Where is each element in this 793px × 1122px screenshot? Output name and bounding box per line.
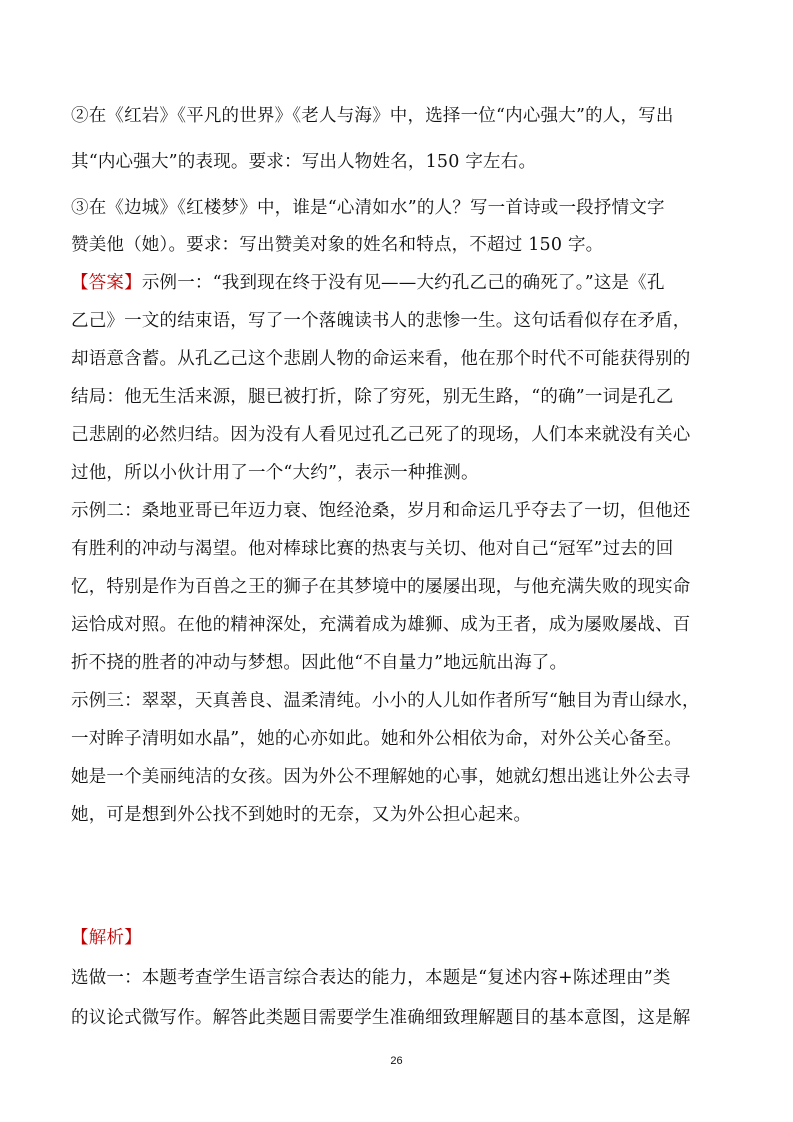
- question-line: ③在《边城》《红楼梦》中，谁是“心清如水”的人？写一首诗或一段抒情文字: [71, 198, 665, 218]
- page-number: 26: [390, 1055, 403, 1067]
- answer-line: 有胜利的冲动与渴望。他对棒球比赛的热衷与关切、他对自己“冠军”过去的回: [71, 539, 674, 559]
- answer-line: 乙己》一文的结束语，写了一个落魄读书人的悲惨一生。这句话看似存在矛盾，: [71, 311, 691, 331]
- analysis-label: 【解析】: [71, 928, 142, 948]
- question-line: ②在《红岩》《平凡的世界》《老人与海》中，选择一位“内心强大”的人，写出: [71, 106, 674, 126]
- answer-first-line: [71, 271, 731, 295]
- answer-line: 却语意含蓄。从孔乙己这个悲剧人物的命运来看，他在那个时代不可能获得别的: [71, 349, 691, 369]
- analysis-line: 选做一：本题考查学生语言综合表达的能力，本题是“复述内容+陈述理由”类: [71, 968, 671, 988]
- answer-line: 示例二：桑地亚哥已年迈力衰、饱经沧桑，岁月和命运几乎夺去了一切，但他还: [71, 501, 691, 521]
- answer-line: 折不挠的胜者的冲动与梦想。因此他“不自量力”地远航出海了。: [71, 653, 568, 673]
- analysis-line: 的议论式微写作。解答此类题目需要学生准确细致理解题目的基本意图，这是解: [71, 1008, 691, 1028]
- answer-line: 己悲剧的必然归结。因为没有人看见过孔乙己死了的现场，人们本来就没有关心: [71, 425, 691, 445]
- answer-line: 运恰成对照。在他的精神深处，充满着成为雄狮、成为王者，成为屡败屡战、百: [71, 615, 691, 635]
- answer-label: 【答案】: [71, 273, 142, 293]
- answer-line: 过他，所以小伙计用了一个“大约”，表示一种推测。: [71, 463, 479, 483]
- answer-text: 示例一：“我到现在终于没有见——大约孔乙己的确死了。”这是《孔: [141, 273, 665, 293]
- answer-line: 一对眸子清明如水晶”，她的心亦如此。她和外公相依为命，对外公关心备至。: [71, 729, 682, 749]
- answer-line: 示例三：翠翠，天真善良、温柔清纯。小小的人儿如作者所写“触目为青山绿水，: [71, 691, 700, 711]
- answer-line: 她，可是想到外公找不到她时的无奈，又为外公担心起来。: [71, 805, 532, 825]
- answer-line: 她是一个美丽纯洁的女孩。因为外公不理解她的心事，她就幻想出逃让外公去寻: [71, 767, 691, 787]
- question-line: 赞美他（她）。要求：写出赞美对象的姓名和特点，不超过 150 字。: [71, 235, 604, 255]
- answer-line: 忆，特别是作为百兽之王的狮子在其梦境中的屡屡出现，与他充满失败的现实命: [71, 577, 691, 597]
- question-line: 其“内心强大”的表现。要求：写出人物姓名，150 字左右。: [71, 152, 537, 172]
- answer-line: 结局：他无生活来源，腿已被打折，除了穷死，别无生路，“的确”一词是孔乙: [71, 387, 674, 407]
